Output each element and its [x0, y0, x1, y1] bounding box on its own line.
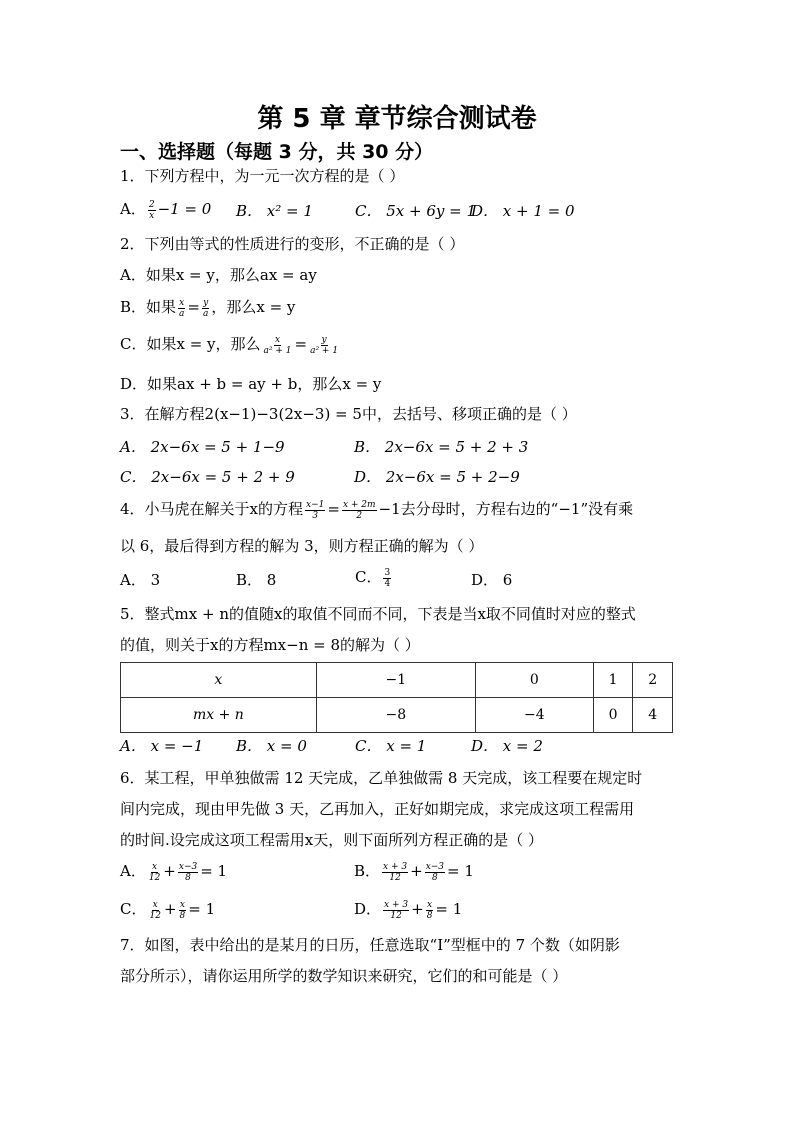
question-7-line-1: 7．如图，表中给出的是某月的日历，任意选取“I”型框中的 7 个数（如阴影 — [120, 936, 620, 954]
option-text: = 1 — [435, 900, 463, 918]
fraction-denominator: a — [202, 308, 209, 319]
fraction-denominator: a² + 1 — [263, 345, 292, 356]
fraction — [148, 200, 156, 221]
question-6-option-d — [354, 898, 462, 921]
question-3-option-c: C． 2x−6x = 5 + 2 + 9 — [120, 468, 295, 486]
table-cell: 0 — [475, 663, 593, 698]
question-2-option-d: D．如果ax + b = ay + b，那么x = y — [120, 375, 382, 393]
question-5-line-1: 5．整式mx + n的值随x的取值不同而不同，下表是当x取不同值时对应的整式 — [120, 605, 636, 623]
fraction-numerator: x−1 — [306, 499, 325, 510]
fraction-numerator: x + 3 — [384, 899, 409, 910]
fraction-denominator: 3 — [312, 510, 319, 521]
page-title: 第 5 章 章节综合测试卷 — [257, 104, 537, 134]
equals-sign: = — [187, 298, 200, 316]
question-7-line-2: 部分所示），请你运用所学的数学知识来研究，它们的和可能是（ ） — [120, 967, 568, 985]
question-3-option-a: A． 2x−6x = 5 + 1−9 — [120, 438, 285, 456]
fraction-denominator: 12 — [149, 910, 161, 921]
fraction-denominator: 12 — [148, 872, 161, 883]
question-4-option-a: A． 3 — [120, 571, 161, 589]
fraction — [178, 298, 185, 319]
option-text: C．如果x = y，那么 — [120, 335, 261, 353]
fraction-numerator: x — [427, 899, 433, 910]
question-6-line-3: 的时间.设完成这项工程需用x天，则下面所列方程正确的是（ ） — [120, 831, 543, 849]
fraction-numerator: y — [203, 297, 209, 308]
question-5-option-b: B． x = 0 — [236, 737, 307, 755]
question-5-option-d: D． x = 2 — [471, 737, 543, 755]
plus-sign: + — [410, 862, 423, 880]
fraction-denominator: 12 — [389, 872, 401, 883]
fraction-numerator: x — [152, 899, 158, 910]
fraction — [179, 900, 187, 921]
question-4-option-d: D． 6 — [471, 571, 513, 589]
question-text: −1去分母时，方程右边的“−1”没有乘 — [378, 500, 634, 518]
question-4-line-1 — [120, 498, 633, 521]
fraction-denominator: a — [179, 308, 185, 319]
option-text: ，那么x = y — [211, 298, 296, 316]
fraction-numerator: 3 — [384, 567, 391, 578]
option-text: B．如果 — [120, 298, 177, 316]
fraction — [309, 335, 339, 356]
question-1-option-a — [120, 198, 211, 221]
fraction — [383, 568, 391, 589]
fraction-numerator: x−3 — [178, 861, 198, 872]
option-label: C． — [355, 568, 382, 586]
section-heading: 一、选择题（每题 3 分，共 30 分） — [120, 141, 434, 163]
question-1-option-d: D． x + 1 = 0 — [471, 202, 575, 220]
fraction-numerator: x — [179, 297, 185, 308]
fraction — [148, 862, 161, 883]
option-text: −1 = 0 — [157, 200, 212, 218]
fraction-numerator: x−3 — [425, 861, 445, 872]
fraction — [383, 900, 409, 921]
fraction-denominator: 8 — [426, 910, 433, 921]
question-1-stem: 1．下列方程中，为一元一次方程的是（ ） — [120, 167, 405, 185]
fraction-denominator: 8 — [185, 872, 191, 883]
fraction — [342, 500, 377, 521]
table-cell: mx + n — [121, 698, 317, 733]
value-table — [120, 662, 673, 733]
table-cell: 1 — [593, 663, 633, 698]
plus-sign: + — [411, 900, 424, 918]
table-cell: 0 — [593, 698, 633, 733]
fraction-denominator: 12 — [390, 910, 402, 921]
option-label: C． — [120, 900, 147, 918]
table-cell: x — [121, 663, 317, 698]
table-row — [121, 663, 673, 698]
question-4-option-c — [355, 566, 393, 589]
fraction — [426, 900, 434, 921]
table-cell: −8 — [316, 698, 475, 733]
table-cell: 4 — [633, 698, 673, 733]
question-6-line-1: 6．某工程，甲单独做需 12 天完成，乙单独做需 8 天完成，该工程要在规定时 — [120, 769, 643, 787]
question-4-option-b: B． 8 — [236, 571, 277, 589]
fraction — [305, 500, 325, 521]
plus-sign: + — [163, 900, 177, 918]
question-2-option-c — [120, 333, 341, 356]
question-6-option-a — [120, 860, 227, 883]
fraction — [148, 900, 161, 921]
fraction — [425, 862, 445, 883]
question-text: 4．小马虎在解关于x的方程 — [120, 500, 304, 518]
fraction-numerator: x + 3 — [383, 861, 408, 872]
table-cell: −1 — [316, 663, 475, 698]
fraction-numerator: y — [321, 334, 327, 345]
equals-sign: = — [327, 500, 340, 518]
question-5-line-2: 的值，则关于x的方程mx−n = 8的解为（ ） — [120, 636, 420, 654]
fraction-denominator: 2 — [356, 510, 363, 521]
equals-sign: = — [294, 335, 308, 353]
question-2-option-b — [120, 296, 295, 319]
question-5-option-c: C． x = 1 — [355, 737, 427, 755]
fraction-denominator: a² + 1 — [310, 345, 339, 356]
option-label: A． — [120, 200, 146, 218]
fraction — [202, 298, 209, 319]
option-label: D． — [354, 900, 382, 918]
fraction-numerator: x — [152, 861, 158, 872]
table-cell: 2 — [633, 663, 673, 698]
question-6-option-c — [120, 898, 215, 921]
question-6-line-2: 间内完成，现由甲先做 3 天，乙再加入，正好如期完成，求完成这项工程需用 — [120, 800, 635, 818]
fraction-numerator: 2 — [148, 199, 155, 210]
table-row — [121, 698, 673, 733]
fraction-numerator: x — [179, 899, 185, 910]
fraction-denominator: x — [149, 210, 155, 221]
question-4-line-2: 以 6，最后得到方程的解为 3，则方程正确的解为（ ） — [120, 537, 484, 555]
question-5-option-a: A． x = −1 — [120, 737, 204, 755]
fraction-denominator: 8 — [431, 872, 438, 883]
question-3-stem: 3．在解方程2(x−1)−3(2x−3) = 5中，去括号、移项正确的是（ ） — [120, 405, 577, 423]
fraction — [263, 335, 293, 356]
option-label: A． — [120, 862, 146, 880]
question-2-option-a: A．如果x = y，那么ax = ay — [120, 266, 317, 284]
question-2-stem: 2．下列由等式的性质进行的变形，不正确的是（ ） — [120, 235, 465, 253]
fraction-denominator: 8 — [179, 910, 186, 921]
option-text: = 1 — [188, 900, 216, 918]
fraction — [178, 862, 198, 883]
fraction — [382, 862, 408, 883]
option-text: = 1 — [200, 862, 228, 880]
question-1-option-c: C． 5x + 6y = 1 — [355, 202, 477, 220]
table-cell: −4 — [475, 698, 593, 733]
option-text: = 1 — [447, 862, 474, 880]
question-3-option-d: D． 2x−6x = 5 + 2−9 — [354, 468, 520, 486]
question-1-option-b: B． x² = 1 — [236, 202, 313, 220]
fraction-numerator: x — [274, 334, 281, 345]
plus-sign: + — [163, 862, 176, 880]
fraction-numerator: x + 2m — [342, 499, 376, 510]
question-6-option-b — [354, 860, 474, 883]
option-label: B． — [354, 862, 381, 880]
question-3-option-b: B． 2x−6x = 5 + 2 + 3 — [354, 438, 529, 456]
fraction-denominator: 4 — [384, 578, 391, 589]
